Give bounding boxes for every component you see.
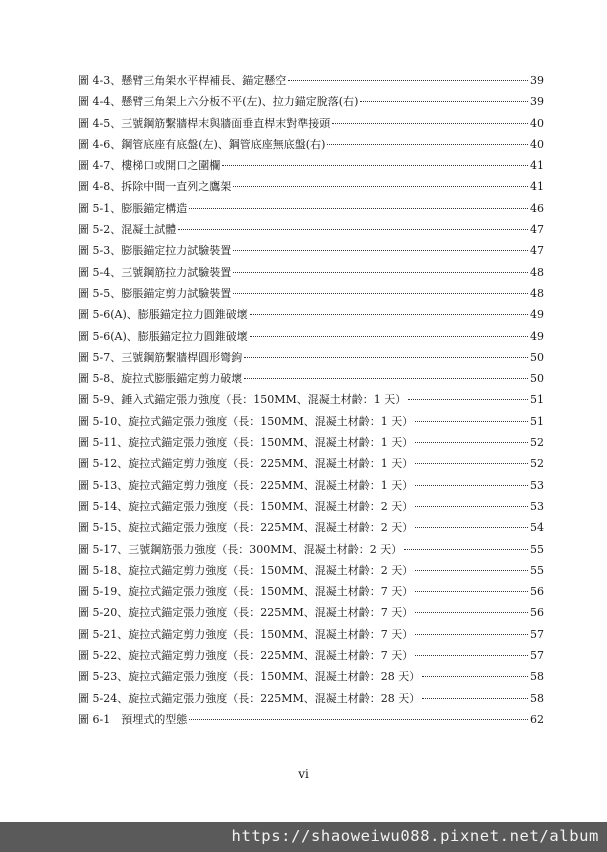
dot-leader — [327, 144, 528, 145]
toc-entry-label: 圖 5-6(A)、膨脹錨定拉力圓錐破壞 — [78, 308, 248, 322]
dot-leader — [415, 527, 528, 528]
toc-entry[interactable] — [78, 283, 544, 304]
toc-entry-label: 圖 5-3、膨脹錨定拉力試驗裝置 — [78, 244, 232, 258]
toc-entry[interactable] — [78, 176, 544, 197]
dot-leader — [250, 314, 528, 315]
dot-leader — [332, 123, 528, 124]
toc-entry-label: 圖 5-12、旋拉式錨定剪力強度（長：225MM、混凝土材齡：1 天） — [78, 457, 414, 471]
toc-entry[interactable] — [78, 219, 544, 240]
toc-entry[interactable] — [78, 581, 544, 602]
toc-entry-label: 圖 4-5、三號鋼筋繫牆桿末與牆面垂直桿末對準接頭 — [78, 116, 331, 130]
toc-entry-label: 圖 5-14、旋拉式錨定張力強度（長：150MM、混凝土材齡：2 天） — [78, 499, 414, 513]
toc-entry[interactable] — [78, 326, 544, 347]
dot-leader — [250, 336, 528, 337]
toc-entry[interactable] — [78, 155, 544, 176]
toc-entry[interactable] — [78, 70, 544, 91]
toc-entry-page: 41 — [530, 180, 544, 194]
toc-entry[interactable] — [78, 453, 544, 474]
toc-entry-label: 圖 4-6、鋼管底座有底盤(左)、鋼管底座無底盤(右) — [78, 137, 326, 151]
toc-entry[interactable] — [78, 624, 544, 645]
toc-entry-page: 55 — [530, 563, 544, 577]
toc-entry[interactable] — [78, 134, 544, 155]
toc-entry-label: 圖 5-7、三號鋼筋繫牆桿圓形彎鉤 — [78, 350, 243, 364]
toc-entry-label: 圖 4-7、樓梯口或開口之圍欄 — [78, 159, 221, 173]
toc-entry-label: 圖 5-9、錘入式錨定張力強度（長：150MM、混凝土材齡：1 天） — [78, 393, 407, 407]
toc-entry[interactable] — [78, 368, 544, 389]
toc-entry[interactable] — [78, 198, 544, 219]
dot-leader — [415, 634, 528, 635]
toc-entry[interactable] — [78, 411, 544, 432]
toc-entry[interactable] — [78, 709, 544, 730]
toc-entry[interactable] — [78, 389, 544, 410]
toc-entry-page: 52 — [530, 457, 544, 471]
dot-leader — [288, 80, 528, 81]
dot-leader — [233, 293, 528, 294]
dot-leader — [408, 399, 528, 400]
toc-entry-label: 圖 5-8、旋拉式膨脹錨定剪力破壞 — [78, 372, 243, 386]
toc-entry-label: 圖 5-21、旋拉式錨定剪力強度（長：150MM、混凝土材齡：7 天） — [78, 627, 414, 641]
toc-entry-label: 圖 5-5、膨脹錨定剪力試驗裝置 — [78, 286, 232, 300]
toc-entry-label: 圖 5-24、旋拉式錨定張力強度（長：225MM、混凝土材齡：28 天） — [78, 691, 421, 705]
dot-leader — [178, 229, 528, 230]
watermark-bar — [0, 822, 607, 852]
dot-leader — [233, 186, 528, 187]
toc-entry-page: 51 — [530, 414, 544, 428]
page-number: vi — [298, 767, 309, 781]
toc-entry-label: 圖 4-3、懸臂三角架水平桿補長、錨定懸空 — [78, 74, 287, 87]
toc-entry-label: 圖 5-20、旋拉式錨定張力強度（長：225MM、混凝土材齡：7 天） — [78, 606, 414, 620]
toc-entry-label: 圖 5-17、三號鋼筋張力強度（長：300MM、混凝土材齡：2 天） — [78, 542, 403, 556]
list-of-figures — [78, 70, 544, 730]
dot-leader — [422, 698, 528, 699]
toc-entry[interactable] — [78, 645, 544, 666]
toc-entry-page: 40 — [530, 137, 544, 151]
toc-entry-page: 54 — [530, 521, 544, 535]
toc-entry-label: 圖 5-15、旋拉式錨定張力強度（長：225MM、混凝土材齡：2 天） — [78, 521, 414, 535]
toc-entry-label: 圖 5-11、旋拉式錨定張力強度（長：150MM、混凝土材齡：1 天） — [78, 436, 414, 450]
dot-leader — [415, 506, 528, 507]
toc-entry[interactable] — [78, 666, 544, 687]
toc-entry-page: 52 — [530, 436, 544, 450]
toc-entry[interactable] — [78, 688, 544, 709]
toc-entry[interactable] — [78, 496, 544, 517]
toc-entry-page: 40 — [530, 116, 544, 130]
toc-entry-page: 57 — [530, 627, 544, 641]
toc-entry-label: 圖 5-6(A)、膨脹錨定拉力圓錐破壞 — [78, 329, 248, 343]
toc-entry[interactable] — [78, 539, 544, 560]
toc-entry-page: 53 — [530, 478, 544, 492]
dot-leader — [244, 378, 528, 379]
toc-entry-label: 圖 5-13、旋拉式錨定剪力強度（長：225MM、混凝土材齡：1 天） — [78, 478, 414, 492]
toc-entry-page: 39 — [530, 95, 544, 109]
toc-entry[interactable] — [78, 347, 544, 368]
toc-entry[interactable] — [78, 602, 544, 623]
toc-entry-page: 49 — [530, 329, 544, 343]
toc-entry-label: 圖 5-18、旋拉式錨定剪力強度（長：150MM、混凝土材齡：2 天） — [78, 563, 414, 577]
toc-entry-label: 圖 4-8、拆除中間一直列之鷹架 — [78, 180, 232, 194]
toc-entry-page: 51 — [530, 393, 544, 407]
toc-entry[interactable] — [78, 240, 544, 261]
toc-entry-page: 47 — [530, 244, 544, 258]
dot-leader — [244, 357, 528, 358]
toc-entry[interactable] — [78, 560, 544, 581]
toc-entry-page: 53 — [530, 499, 544, 513]
dot-leader — [415, 655, 528, 656]
toc-entry-page: 56 — [530, 606, 544, 620]
toc-entry[interactable] — [78, 113, 544, 134]
toc-entry-page: 39 — [530, 74, 544, 87]
toc-entry-page: 56 — [530, 585, 544, 599]
toc-entry-label: 圖 5-2、混凝土試體 — [78, 223, 177, 237]
toc-entry[interactable] — [78, 517, 544, 538]
toc-entry-label: 圖 5-1、膨脹錨定構造 — [78, 201, 188, 215]
dot-leader — [415, 485, 528, 486]
toc-entry[interactable] — [78, 475, 544, 496]
dot-leader — [415, 591, 528, 592]
dot-leader — [222, 165, 528, 166]
toc-entry-page: 46 — [530, 201, 544, 215]
toc-entry-label: 圖 4-4、懸臂三角架上六分板不平(左)、拉力錨定脫落(右) — [78, 95, 359, 109]
toc-entry-page: 49 — [530, 308, 544, 322]
dot-leader — [233, 272, 528, 273]
dot-leader — [415, 442, 528, 443]
toc-entry-page: 58 — [530, 691, 544, 705]
toc-entry-page: 50 — [530, 350, 544, 364]
toc-entry-page: 55 — [530, 542, 544, 556]
watermark-url[interactable]: https://shaoweiwu088.pixnet.net/album — [231, 827, 599, 845]
toc-entry-page: 41 — [530, 159, 544, 173]
dot-leader — [189, 208, 528, 209]
dot-leader — [415, 463, 528, 464]
dot-leader — [415, 612, 528, 613]
toc-entry-label: 圖 5-19、旋拉式錨定張力強度（長：150MM、混凝土材齡：7 天） — [78, 585, 414, 599]
toc-entry[interactable] — [78, 432, 544, 453]
toc-entry-label: 圖 5-22、旋拉式錨定剪力強度（長：225MM、混凝土材齡：7 天） — [78, 649, 414, 663]
toc-entry[interactable] — [78, 91, 544, 112]
dot-leader — [233, 250, 528, 251]
toc-entry-page: 50 — [530, 372, 544, 386]
dot-leader — [415, 570, 528, 571]
toc-entry-label: 圖 5-23、旋拉式錨定張力強度（長：150MM、混凝土材齡：28 天） — [78, 670, 421, 684]
toc-entry-page: 47 — [530, 223, 544, 237]
toc-entry-page: 58 — [530, 670, 544, 684]
toc-entry-page: 62 — [530, 712, 544, 726]
toc-entry-page: 48 — [530, 286, 544, 300]
toc-entry-page: 57 — [530, 649, 544, 663]
toc-entry[interactable] — [78, 262, 544, 283]
dot-leader — [415, 421, 528, 422]
dot-leader — [404, 549, 528, 550]
toc-entry-label: 圖 5-4、三號鋼筋拉力試驗裝置 — [78, 265, 232, 279]
dot-leader — [360, 101, 528, 102]
toc-entry-label: 圖 5-10、旋拉式錨定張力強度（長：150MM、混凝土材齡：1 天） — [78, 414, 414, 428]
dot-leader — [422, 676, 528, 677]
toc-entry-page: 48 — [530, 265, 544, 279]
toc-entry[interactable] — [78, 304, 544, 325]
toc-entry-label: 圖 6-1 預埋式的型態 — [78, 712, 188, 726]
dot-leader — [189, 719, 528, 720]
